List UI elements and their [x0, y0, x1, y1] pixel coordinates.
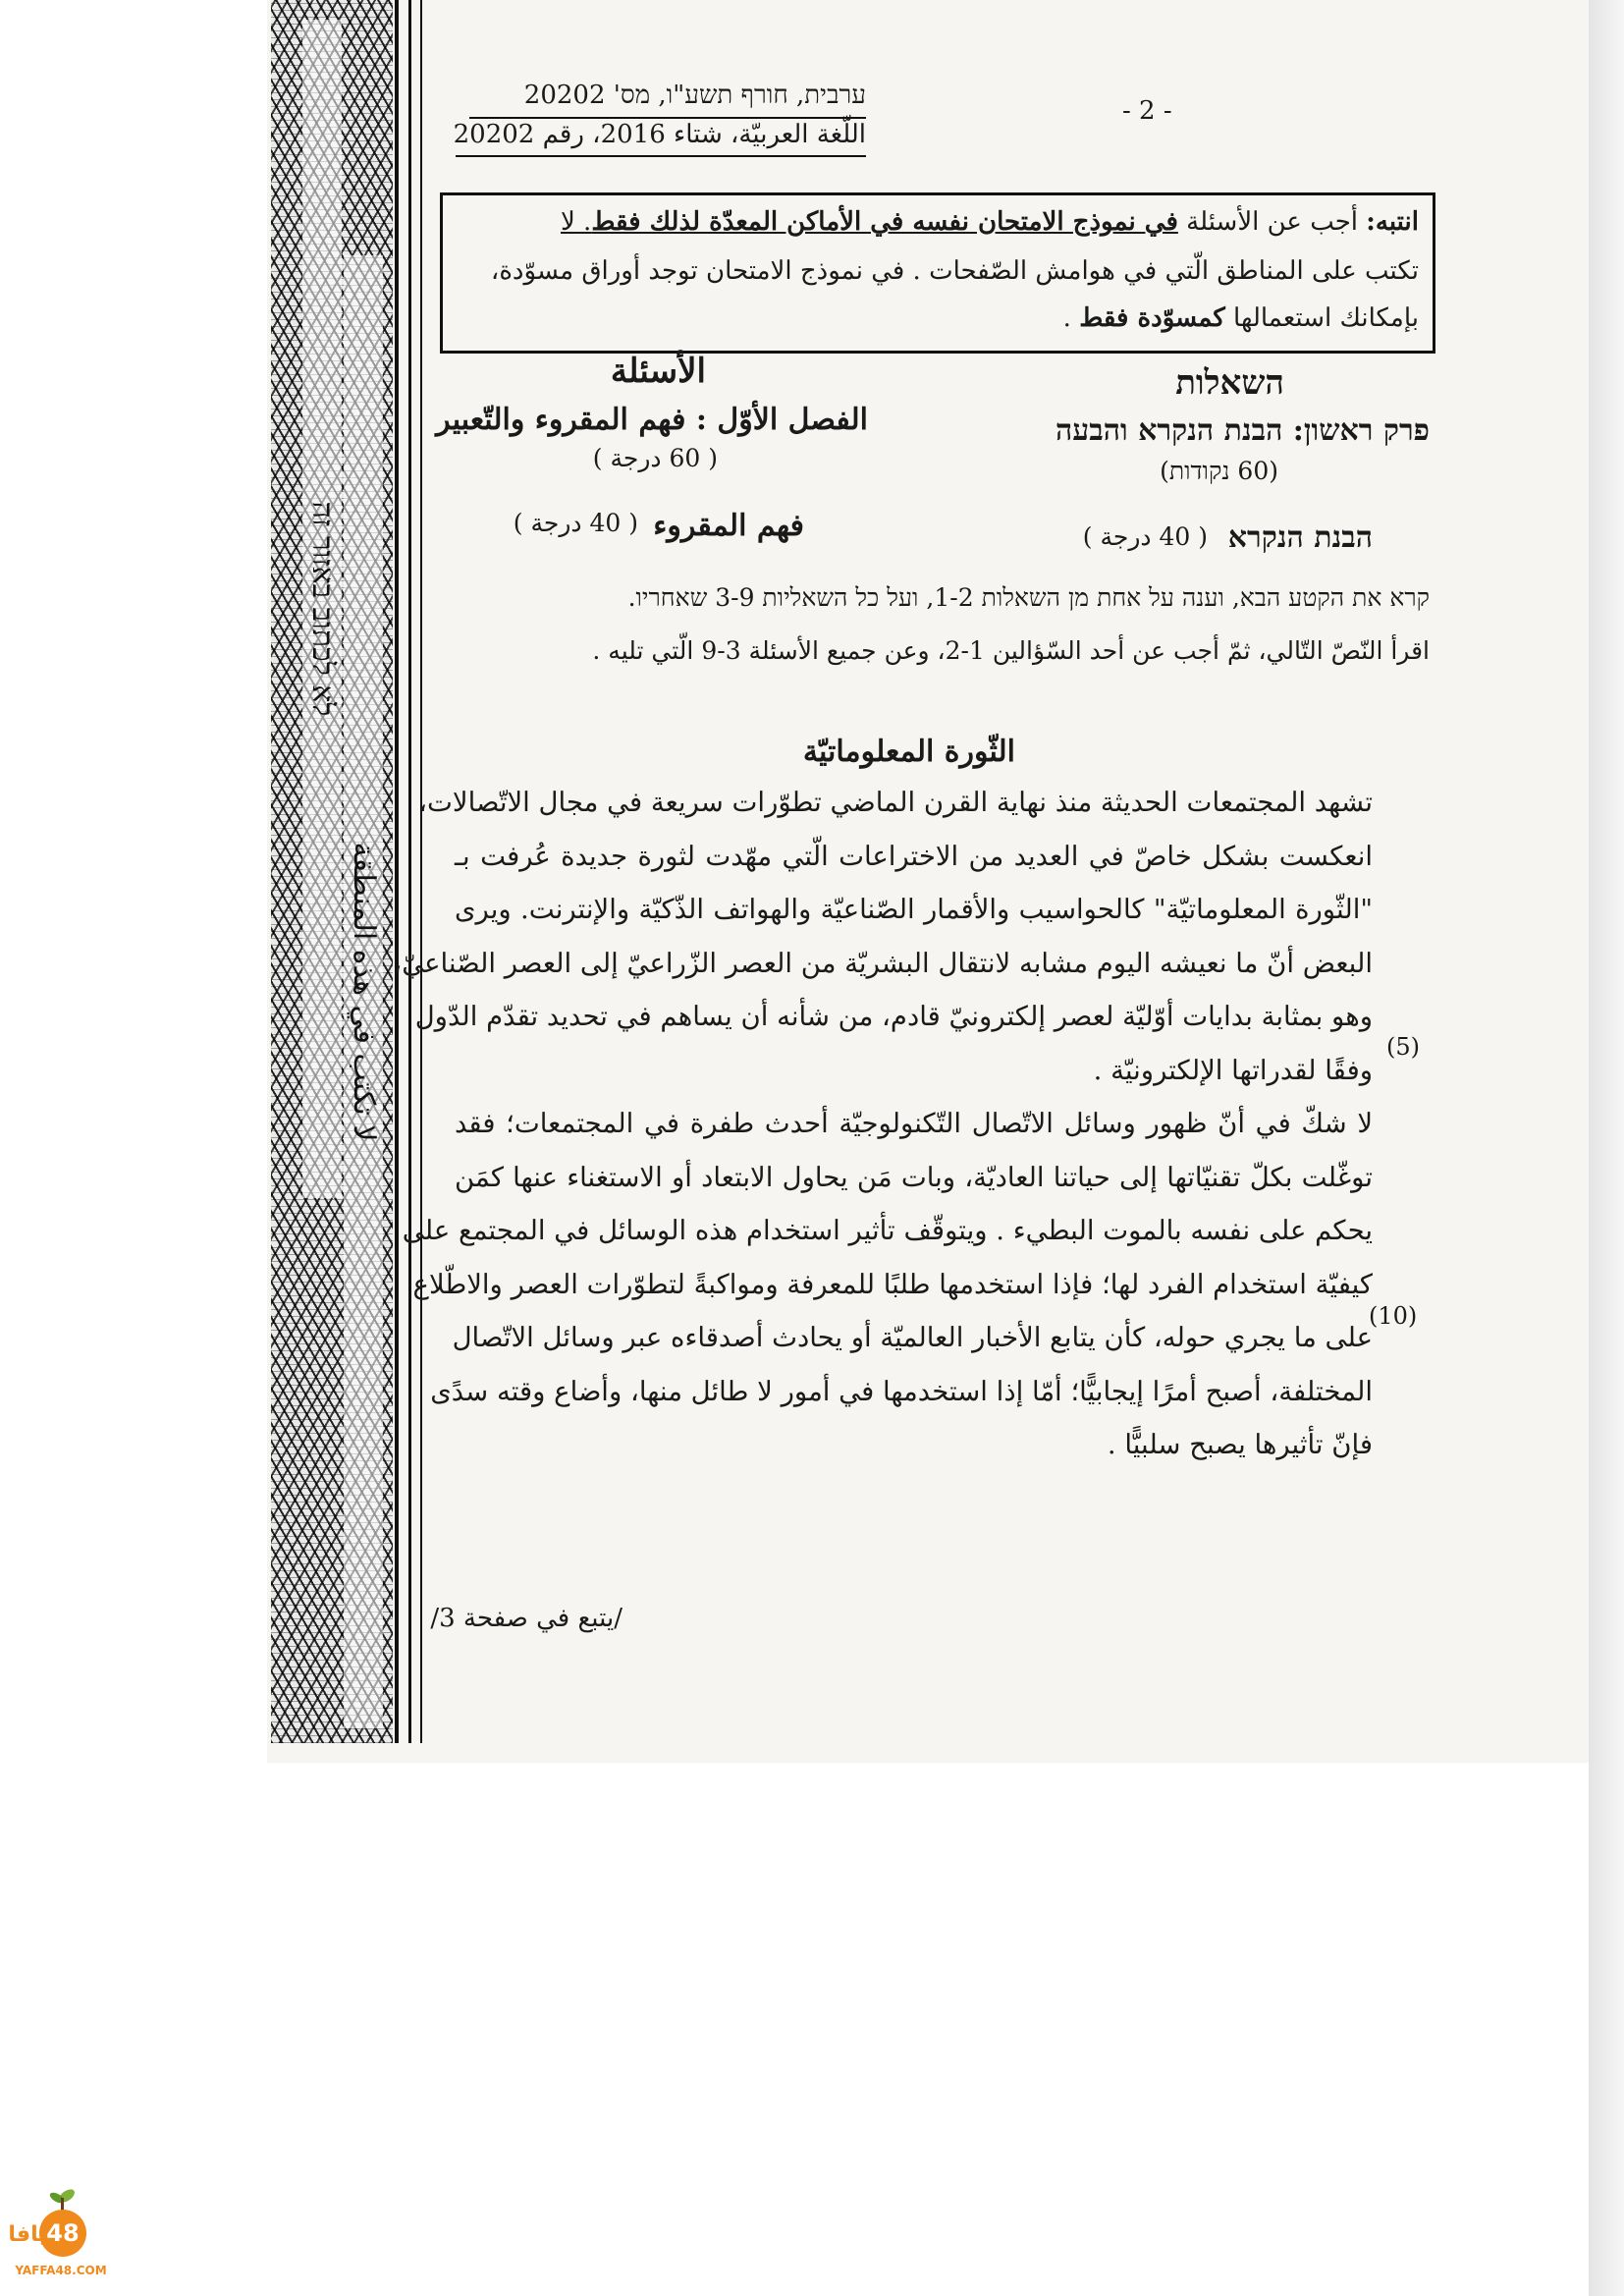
he-chapter-points: (60 נקודות) [1160, 457, 1278, 485]
notice-line-3 [1063, 303, 1419, 333]
line-number-10: (10) [1369, 1302, 1418, 1330]
yaffa48-logo [2, 2184, 120, 2282]
article-line: وفقًا لقدراتها الإلكترونيّة . [1093, 1054, 1373, 1086]
article-line: توغّلت بكلّ تقنيّاتها إلى حياتنا العاديّة، وبات مَن يحاول الابتعاد أو الاستغناء عنها كمَن [455, 1161, 1373, 1193]
heading-ar-section: فهم المقروء [653, 509, 804, 543]
he-section-points: ( 40 درجة ) [1082, 522, 1208, 551]
logo-site: YAFFA48.COM [15, 2264, 107, 2277]
heading-he-chapter: פרק ראשון: הבנת הנקרא והבעה [1056, 413, 1430, 448]
article-line: تشهد المجتمعات الحديثة منذ نهاية القرن الماضي تطوّرات سريعة في مجال الاتّصالات، [418, 787, 1373, 818]
page-edge-shadow [1589, 0, 1624, 2296]
article-line: البعض أنّ ما نعيشه اليوم مشابه لانتقال البشريّة من العصر الزّراعيّ إلى العصر الصّناعيّ، [393, 947, 1373, 979]
article-title: الثّورة المعلوماتيّة [802, 735, 1015, 769]
notice-label: انتبه: [1366, 207, 1419, 237]
heading-ar-questions: الأسئلة [610, 352, 706, 391]
logo-number: 48 [46, 2219, 80, 2247]
header-underline [456, 155, 866, 157]
heading-ar-chapter: الفصل الأوّل : فهم المقروء والتّعبير [436, 403, 868, 437]
notice-text: . [1062, 303, 1071, 333]
article-line: المختلفة، أصبح أمرًا إيجابيًّا؛ أمّا إذا استخدمها في أمور لا طائل منها، وأضاع وقته سدًى [430, 1375, 1373, 1407]
article-line: انعكست بشكل خاصّ في العديد من الاختراعات الّتي مهّدت لثورة جديدة عُرفت بـ [455, 840, 1373, 872]
article-line: وهو بمثابة بدايات أوّليّة لعصر إلكترونيّ قادم، من شأنه أن يساهم في تحديد تقدّم الدّول [414, 1001, 1373, 1032]
notice-line-2: تكتب على المناطق الّتي في هوامش الصّفحات . في نموذج الامتحان توجد أوراق مسوّدة، [490, 256, 1419, 286]
article-line: على ما يجري حوله، كأن يتابع الأخبار العالميّة أو يحادث أصدقاءه عبر وسائل الاتّصال [452, 1322, 1373, 1353]
ar-chapter-points: ( 60 درجة ) [592, 444, 718, 472]
instructions-arabic: اقرأ النّصّ التّالي، ثمّ أجب عن أحد السّؤالين 1-2، وعن جميع الأسئلة 3-9 الّتي تليه . [592, 636, 1430, 665]
ar-section-points: ( 40 درجة ) [513, 509, 638, 537]
notice-line-1 [561, 207, 1419, 237]
margin-arabic-warning: لا تكتب في هذه المنطقة [344, 255, 383, 1728]
header-arabic: اللّغة العربيّة، شتاء 2016، رقم 20202 [453, 120, 866, 149]
line-number-5: (5) [1386, 1033, 1420, 1061]
notice-emphasis: في نموذج الامتحان نفسه في الأماكن المعدّة لذلك فقط [591, 207, 1178, 237]
article-line: "الثّورة المعلوماتيّة" كالحواسيب والأقمار الصّناعيّة والهواتف الذّكيّة والإنترنت. ويرى [455, 894, 1373, 925]
margin-rule [395, 0, 399, 1743]
notice-text: بإمكانك استعمالها [1233, 303, 1419, 333]
notice-text: أجب عن الأسئلة [1186, 207, 1359, 237]
article-line: فإنّ تأثيرها يصبح سلبيًّا . [1107, 1429, 1373, 1460]
notice-box [440, 192, 1435, 354]
margin-hebrew-warning: לא לכתוב באזור זה [302, 20, 342, 1198]
header-hebrew: ערבית, חורף תשע"ו, מס' 20202 [523, 81, 866, 110]
continue-note: /يتبع في صفحة 3/ [430, 1604, 623, 1633]
article-line: يحكم على نفسه بالموت البطيء . ويتوقّف تأثير استخدام هذه الوسائل في المجتمع على [402, 1215, 1373, 1246]
margin-rule [420, 0, 422, 1743]
article-line: كيفيّة استخدام الفرد لها؛ فإذا استخدمها طلبًا للمعرفة ومواكبةً لتطوّرات العصر والاطّلاع [412, 1268, 1373, 1300]
heading-he-questions: השאלות [1175, 363, 1284, 403]
logo-graphic [2, 2184, 120, 2282]
heading-he-section: הבנת הנקרא [1227, 520, 1373, 555]
article-line: لا شكّ في أنّ ظهور وسائل الاتّصال التّكنولوجيّة أحدث طفرة في المجتمعات؛ فقد [455, 1108, 1373, 1139]
logo-text: يافا [8, 2222, 47, 2247]
article-body [393, 776, 1373, 1472]
header-underline [469, 117, 866, 119]
page-number: - 2 - [1122, 96, 1172, 126]
margin-rule [408, 0, 411, 1743]
instructions-hebrew: קרא את הקטע הבא, וענה על אחת מן השאלות 1-2, ועל כל השאליות 3-9 שאחריו. [627, 583, 1430, 612]
notice-emphasis: كمسوّدة فقط [1079, 303, 1225, 333]
notice-text: . لا [560, 207, 592, 237]
